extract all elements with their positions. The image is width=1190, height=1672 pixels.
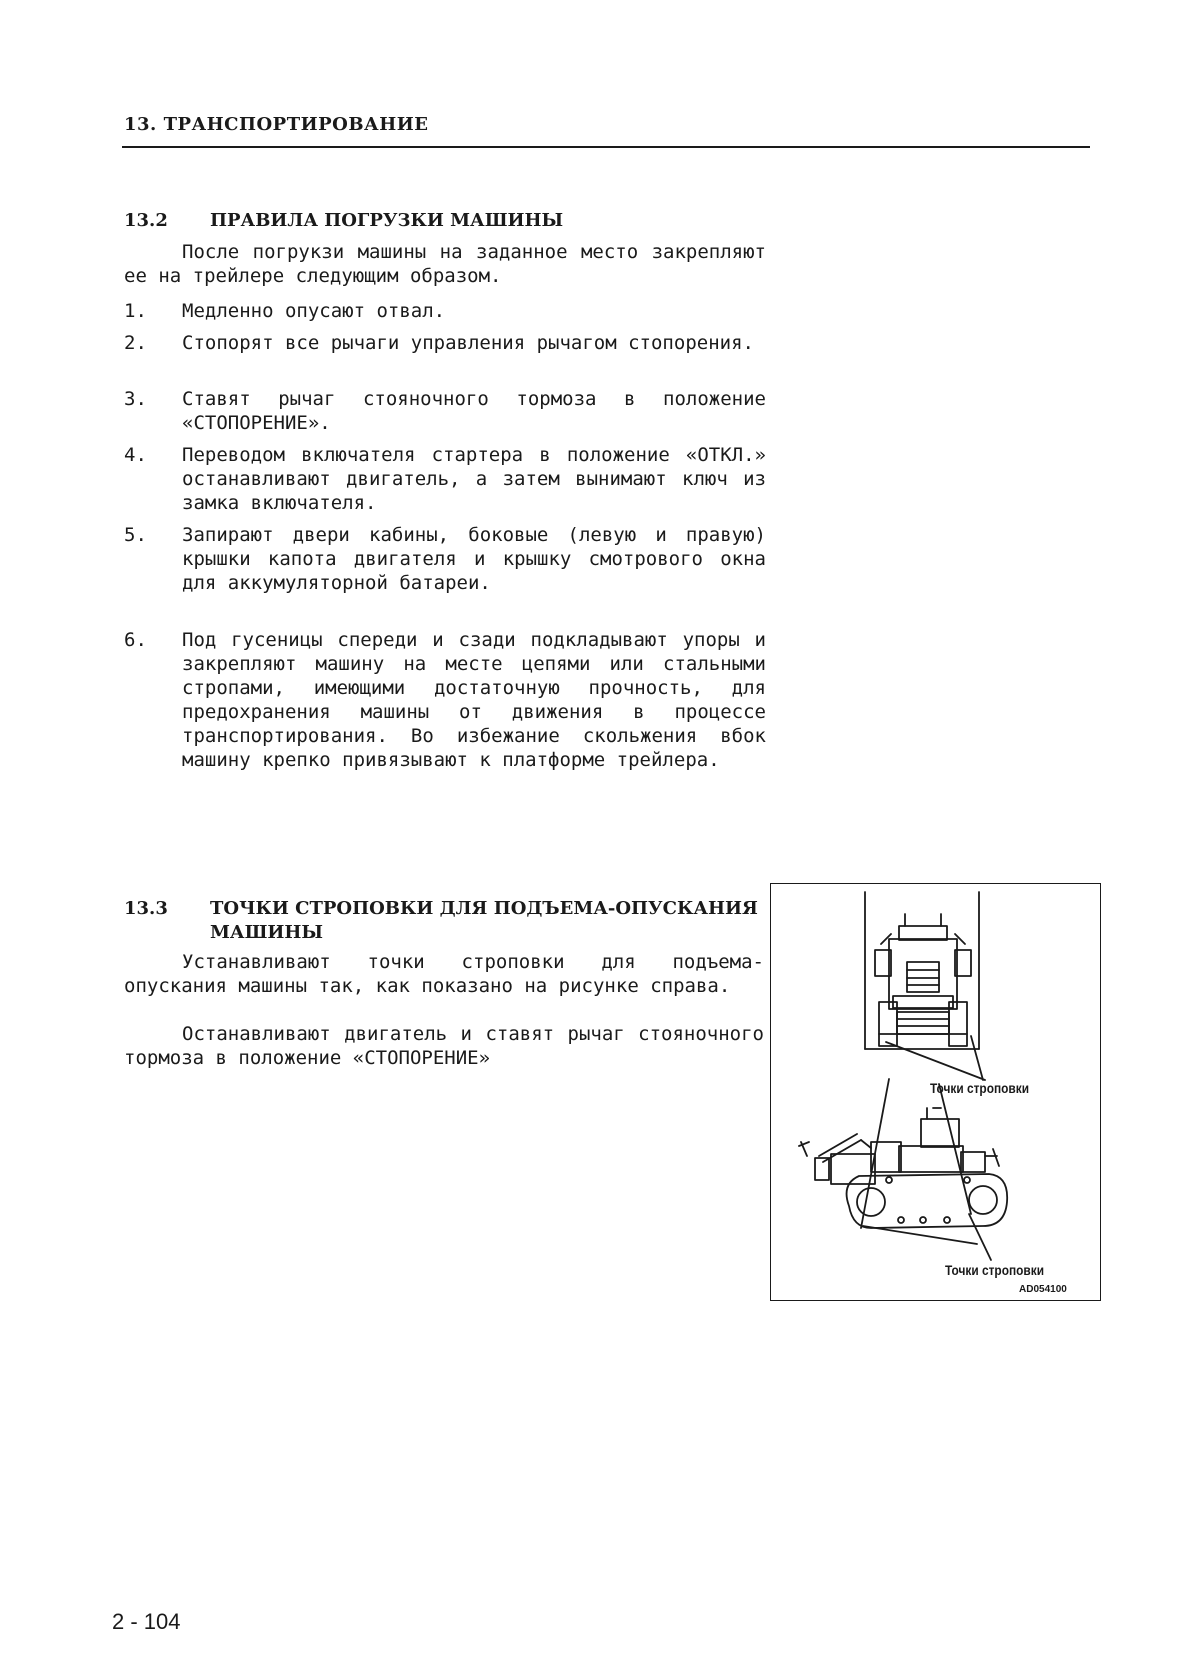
- section-13-2-heading: [124, 210, 563, 231]
- list-item-number: 2.: [124, 332, 147, 354]
- list-item-text: Ставят рычаг стояночного тормоза в положение «СТОПОРЕНИЕ».: [182, 388, 766, 434]
- section-13-3-para2: Останавливают двигатель и ставят рычаг стояночного тормоза в положение «СТОПОРЕНИЕ»: [124, 1023, 764, 1069]
- page-number: 2 - 104: [112, 1609, 181, 1634]
- list-item-number: 4.: [124, 444, 147, 466]
- list-item-text: Стопорят все рычаги управления рычагом стопорения.: [182, 332, 754, 354]
- lifting-points-label-lower: Точки строповки: [945, 1262, 1045, 1278]
- section-13-3-para1: Устанавливают точки строповки для подъема-опускания машины так, как показано на рисунке справа.: [124, 951, 764, 997]
- lifting-points-label-upper: Точки строповки: [930, 1080, 1030, 1096]
- section-number: 13.2: [124, 210, 168, 231]
- figure-code: AD054100: [1019, 1284, 1067, 1295]
- section-13-2-intro: После погрукзи машины на заданное место закрепляют ее на трейлере следующим образом.: [124, 241, 766, 287]
- section-title: ПРАВИЛА ПОГРУЗКИ МАШИНЫ: [210, 210, 564, 231]
- section-title-line1: ТОЧКИ СТРОПОВКИ ДЛЯ ПОДЪЕМА-ОПУСКАНИЯ: [210, 898, 758, 919]
- running-header: 13. ТРАНСПОРТИРОВАНИЕ: [124, 114, 429, 135]
- section-13-3-heading: [124, 897, 764, 945]
- lifting-points-figure: [770, 883, 1101, 1301]
- section-number: 13.3: [124, 898, 168, 919]
- list-item-number: 1.: [124, 300, 147, 322]
- list-item-number: 6.: [124, 629, 147, 651]
- list-item-text: Переводом включателя стартера в положение «ОТКЛ.» останавливают двигатель, а затем вынимают ключ из замка включателя.: [182, 444, 766, 514]
- list-item-text: Запирают двери кабины, боковые (левую и правую) крышки капота двигателя и крышку смотрового окна для аккумуляторной батареи.: [182, 524, 766, 594]
- list-item-number: 3.: [124, 388, 147, 410]
- list-item-number: 5.: [124, 524, 147, 546]
- header-rule: [122, 146, 1090, 148]
- list-item-text: Под гусеницы спереди и сзади подкладывают упоры и закрепляют машину на месте цепями или стальными стропами, имеющими достаточную прочность, для предохранения машины от движения в процессе транспортирования. Во избежание скольжения вбок машину крепко привязывают к платформе трейлера.: [182, 629, 766, 771]
- list-item-text: Медленно опусают отвал.: [182, 300, 446, 322]
- bulldozer-front-view-icon: [865, 892, 979, 1049]
- section-title-line2: МАШИНЫ: [210, 922, 324, 943]
- bulldozer-side-view-icon: [799, 1108, 1007, 1228]
